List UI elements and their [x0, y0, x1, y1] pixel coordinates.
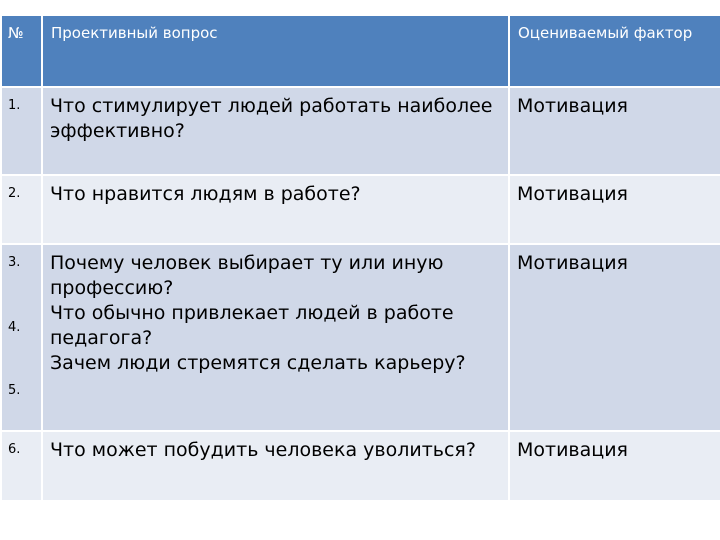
header-factor-label: Оцениваемый фактор	[518, 24, 693, 42]
table-row	[1, 431, 720, 501]
row-question-cell	[42, 175, 509, 244]
table-row	[1, 244, 720, 431]
header-question-label: Проективный вопрос	[51, 24, 218, 42]
projective-questions-table	[0, 14, 720, 502]
row-number: 2.	[8, 186, 21, 201]
row-number: 5.	[8, 383, 21, 398]
row-question-cell	[42, 87, 509, 175]
row-question-cell	[42, 244, 509, 431]
row-factor-cell	[509, 87, 720, 175]
row-number: 1.	[8, 98, 21, 113]
question-line: эффективно?	[50, 120, 185, 142]
question-line: Что может побудить человека уволиться?	[50, 439, 476, 461]
question-line: Почему человек выбирает ту или иную	[50, 252, 444, 274]
question-text	[43, 88, 508, 144]
question-text	[43, 432, 508, 463]
header-factor	[509, 15, 720, 87]
row-num-cell	[1, 244, 42, 431]
factor-text: Мотивация	[517, 183, 628, 205]
factor-text: Мотивация	[517, 95, 628, 117]
question-line: Что нравится людям в работе?	[50, 183, 361, 205]
factor-text: Мотивация	[517, 252, 628, 274]
header-row	[1, 15, 720, 87]
question-text	[43, 176, 508, 207]
header-num	[1, 15, 42, 87]
row-number-stack	[2, 245, 41, 398]
row-number: 4.	[8, 320, 21, 335]
row-num-cell	[1, 431, 42, 501]
question-line: Что обычно привлекает людей в работе	[50, 302, 454, 324]
row-factor-cell	[509, 431, 720, 501]
row-number: 6.	[8, 442, 21, 457]
header-num-label: №	[8, 24, 24, 42]
question-line: профессию?	[50, 277, 174, 299]
row-num-cell	[1, 175, 42, 244]
question-line: Что стимулирует людей работать наиболее	[50, 95, 493, 117]
table-body	[1, 87, 720, 501]
row-num-cell	[1, 87, 42, 175]
table-row	[1, 87, 720, 175]
row-question-cell	[42, 431, 509, 501]
table-row	[1, 175, 720, 244]
factor-text: Мотивация	[517, 439, 628, 461]
question-text	[43, 245, 508, 376]
row-number: 3.	[8, 255, 21, 270]
row-factor-cell	[509, 175, 720, 244]
question-line: Зачем люди стремятся сделать карьеру?	[50, 352, 466, 374]
row-factor-cell	[509, 244, 720, 431]
table-header	[1, 15, 720, 87]
header-question	[42, 15, 509, 87]
question-line: педагога?	[50, 327, 153, 349]
